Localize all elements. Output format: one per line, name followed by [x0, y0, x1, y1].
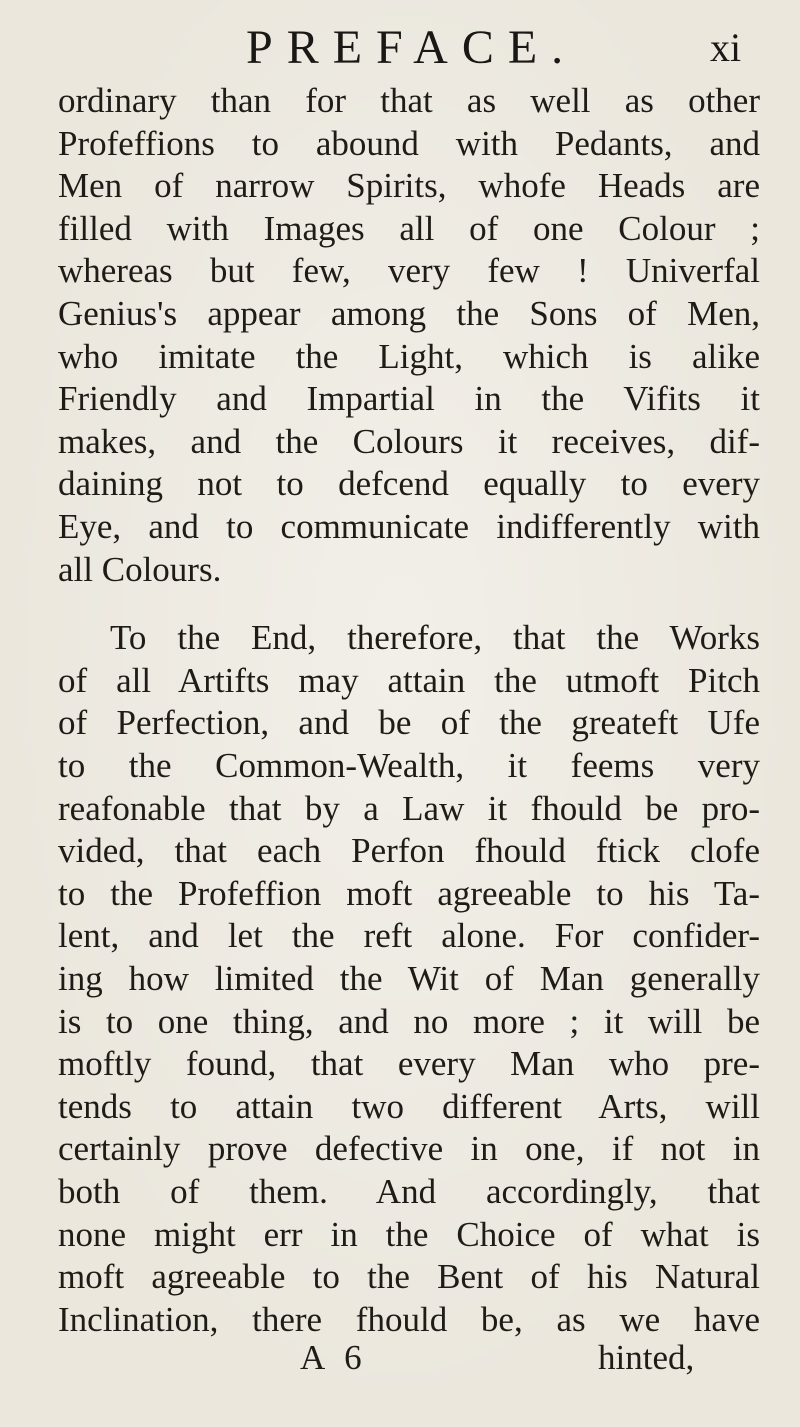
text-line: tends to attain two different Arts, will	[58, 1087, 760, 1126]
text-line: reafonable that by a Law it fhould be pro-	[58, 789, 760, 828]
text-line: moftly found, that every Man who pre-	[58, 1044, 760, 1083]
text-line: ordinary than for that as well as other	[58, 81, 760, 120]
catchword: hinted,	[598, 1338, 695, 1377]
text-line: none might err in the Choice of what is	[58, 1215, 760, 1254]
text-line: Genius's appear among the Sons of Men,	[58, 294, 760, 333]
text-line: all Colours.	[58, 550, 222, 589]
text-line: who imitate the Light, which is alike	[58, 337, 760, 376]
running-title: PREFACE.	[246, 21, 578, 74]
text-line: Eye, and to communicate indifferently with	[58, 507, 760, 546]
text-line: certainly prove defective in one, if not in	[58, 1129, 760, 1168]
text-line: lent, and let the reft alone. For confider-	[58, 916, 760, 955]
text-line: both of them. And accordingly, that	[58, 1172, 760, 1211]
text-line: daining not to defcend equally to every	[58, 464, 760, 503]
text-line: Inclination, there fhould be, as we have	[58, 1300, 760, 1339]
text-line: of Perfection, and be of the greateft Ufe	[58, 703, 760, 742]
text-line: whereas but few, very few ! Univerfal	[58, 251, 760, 290]
text-line: moft agreeable to the Bent of his Natural	[58, 1257, 760, 1296]
text-line: to the Common-Wealth, it feems very	[58, 746, 760, 785]
signature-mark: A 6	[300, 1338, 368, 1377]
text-line: vided, that each Perfon fhould ftick clofe	[58, 831, 760, 870]
text-line: Men of narrow Spirits, whofe Heads are	[58, 166, 760, 205]
text-line: to the Profeffion moft agreeable to his Ta-	[58, 874, 760, 913]
text-line: Friendly and Impartial in the Vifits it	[58, 379, 760, 418]
text-line: To the End, therefore, that the Works	[110, 618, 760, 657]
text-line: filled with Images all of one Colour ;	[58, 209, 760, 248]
text-line: makes, and the Colours it receives, dif-	[58, 422, 760, 461]
text-line: is to one thing, and no more ; it will be	[58, 1002, 760, 1041]
text-line: of all Artifts may attain the utmoft Pitch	[58, 661, 760, 700]
page-header	[0, 18, 800, 78]
page-footer	[0, 1337, 800, 1387]
text-line: ing how limited the Wit of Man generally	[58, 959, 760, 998]
text-line: Profeffions to abound with Pedants, and	[58, 124, 760, 163]
page-number: xi	[710, 25, 742, 70]
